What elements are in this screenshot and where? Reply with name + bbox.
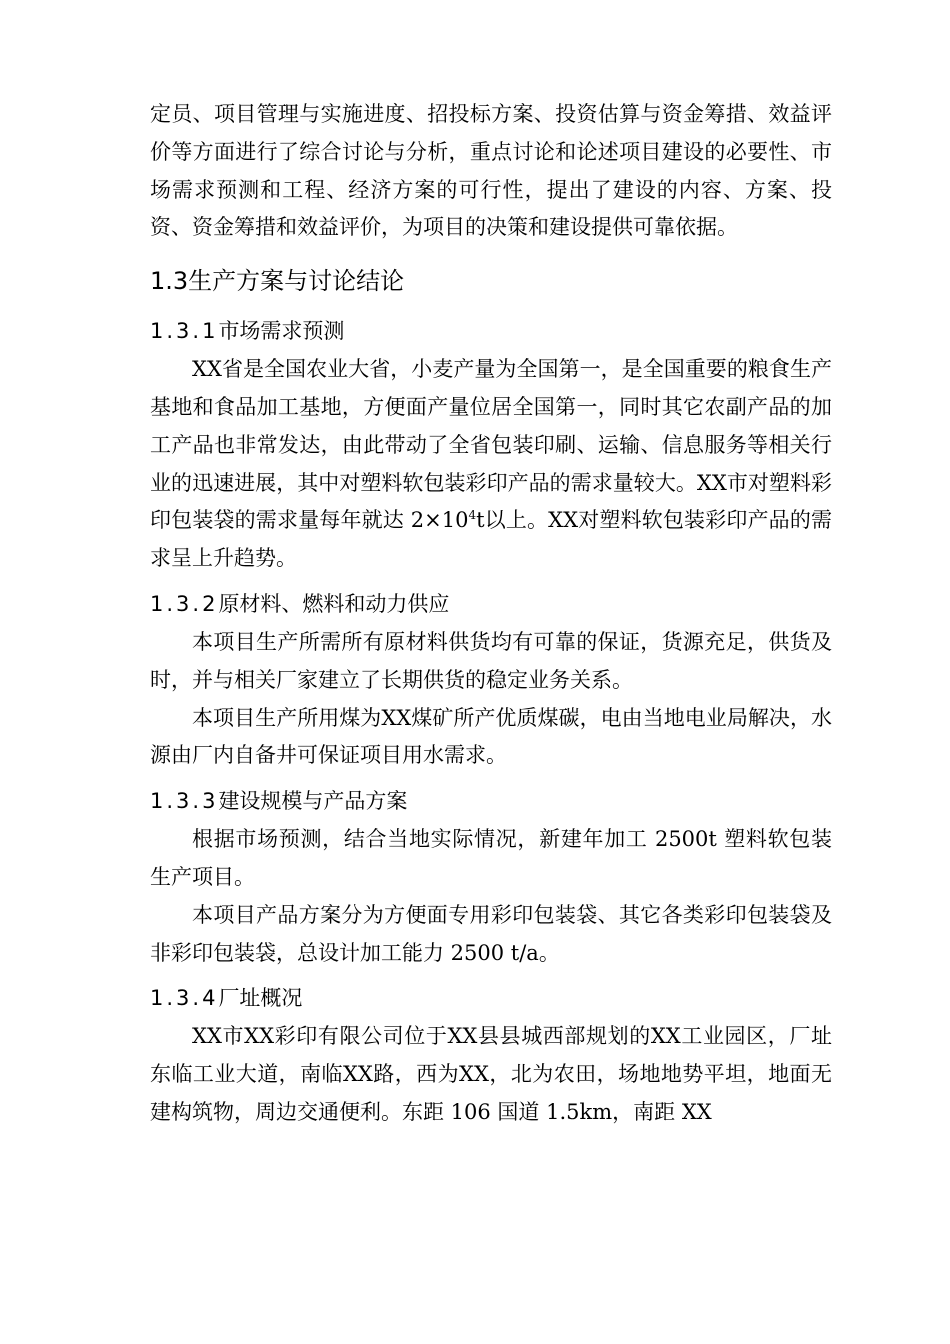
paragraph-site-overview: XX市XX彩印有限公司位于XX县县城西部规划的XX工业园区，厂址东临工业大道，南临XX路，西为XX，北为农田，场地地势平坦，地面无建构筑物，周边交通便利。东距 106 国道 1.5km，南距 XX <box>150 1024 832 1124</box>
paragraph-text: XX省是全国农业大省，小麦产量为全国第一，是全国重要的粮食生产基地和食品加工基地，方便面产量位居全国第一，同时其它农副产品的加工产品也非常发达，由此带动了全省包装印刷、运输、信息服务等相关行业的迅速进展，其中对塑料软包装彩印产品的需求量较大。XX市对塑料彩印包装袋的需求量每年就达 2×10 <box>150 357 832 533</box>
intro-paragraph: 定员、项目管理与实施进度、招投标方案、投资估算与资金筹措、效益评价等方面进行了综合讨论与分析，重点讨论和论述项目建设的必要性、市场需求预测和工程、经济方案的可行性，提出了建设的内容、方案、投资、资金筹措和效益评价，为项目的决策和建设提供可靠依据。 <box>150 102 832 240</box>
subsection-number: 1.3.2 <box>150 591 219 616</box>
subsection-heading-1-3-4 <box>150 982 832 1014</box>
paragraph-materials-supply: 本项目生产所需所有原材料供货均有可靠的保证，货源充足，供货及时，并与相关厂家建立了长期供货的稳定业务关系。 <box>150 629 832 692</box>
paragraph-scale: 根据市场预测，结合当地实际情况，新建年加工 2500t 塑料软包装生产项目。 <box>150 827 832 889</box>
paragraph-fuel-power: 本项目生产所用煤为XX煤矿所产优质煤碳，电由当地电业局解决，水源由厂内自备井可保证项目用水需求。 <box>150 705 832 768</box>
paragraph-market-demand <box>150 351 832 578</box>
subsection-title: 市场需求预测 <box>218 319 345 344</box>
subsection-number: 1.3.4 <box>150 986 219 1011</box>
section-heading: 1.3生产方案与讨论结论 <box>150 267 405 296</box>
paragraph-text: t以上。XX对塑料软包装彩印产品的需求呈上升趋势。 <box>150 508 833 571</box>
paragraph-product-plan: 本项目产品方案分为方便面专用彩印包装袋、其它各类彩印包装袋及非彩印包装袋，总设计加工能力 2500 t/a。 <box>150 902 832 965</box>
subsection-heading-1-3-1 <box>150 315 832 347</box>
exponent: 4 <box>468 508 477 523</box>
subsection-heading-1-3-2 <box>150 588 832 620</box>
subsection-heading-1-3-3 <box>150 785 832 817</box>
subsection-title: 厂址概况 <box>218 986 303 1011</box>
subsection-title: 建设规模与产品方案 <box>218 789 408 814</box>
subsection-number: 1.3.3 <box>150 789 219 814</box>
subsection-number: 1.3.1 <box>150 319 219 344</box>
subsection-title: 原材料、燃料和动力供应 <box>218 591 450 616</box>
